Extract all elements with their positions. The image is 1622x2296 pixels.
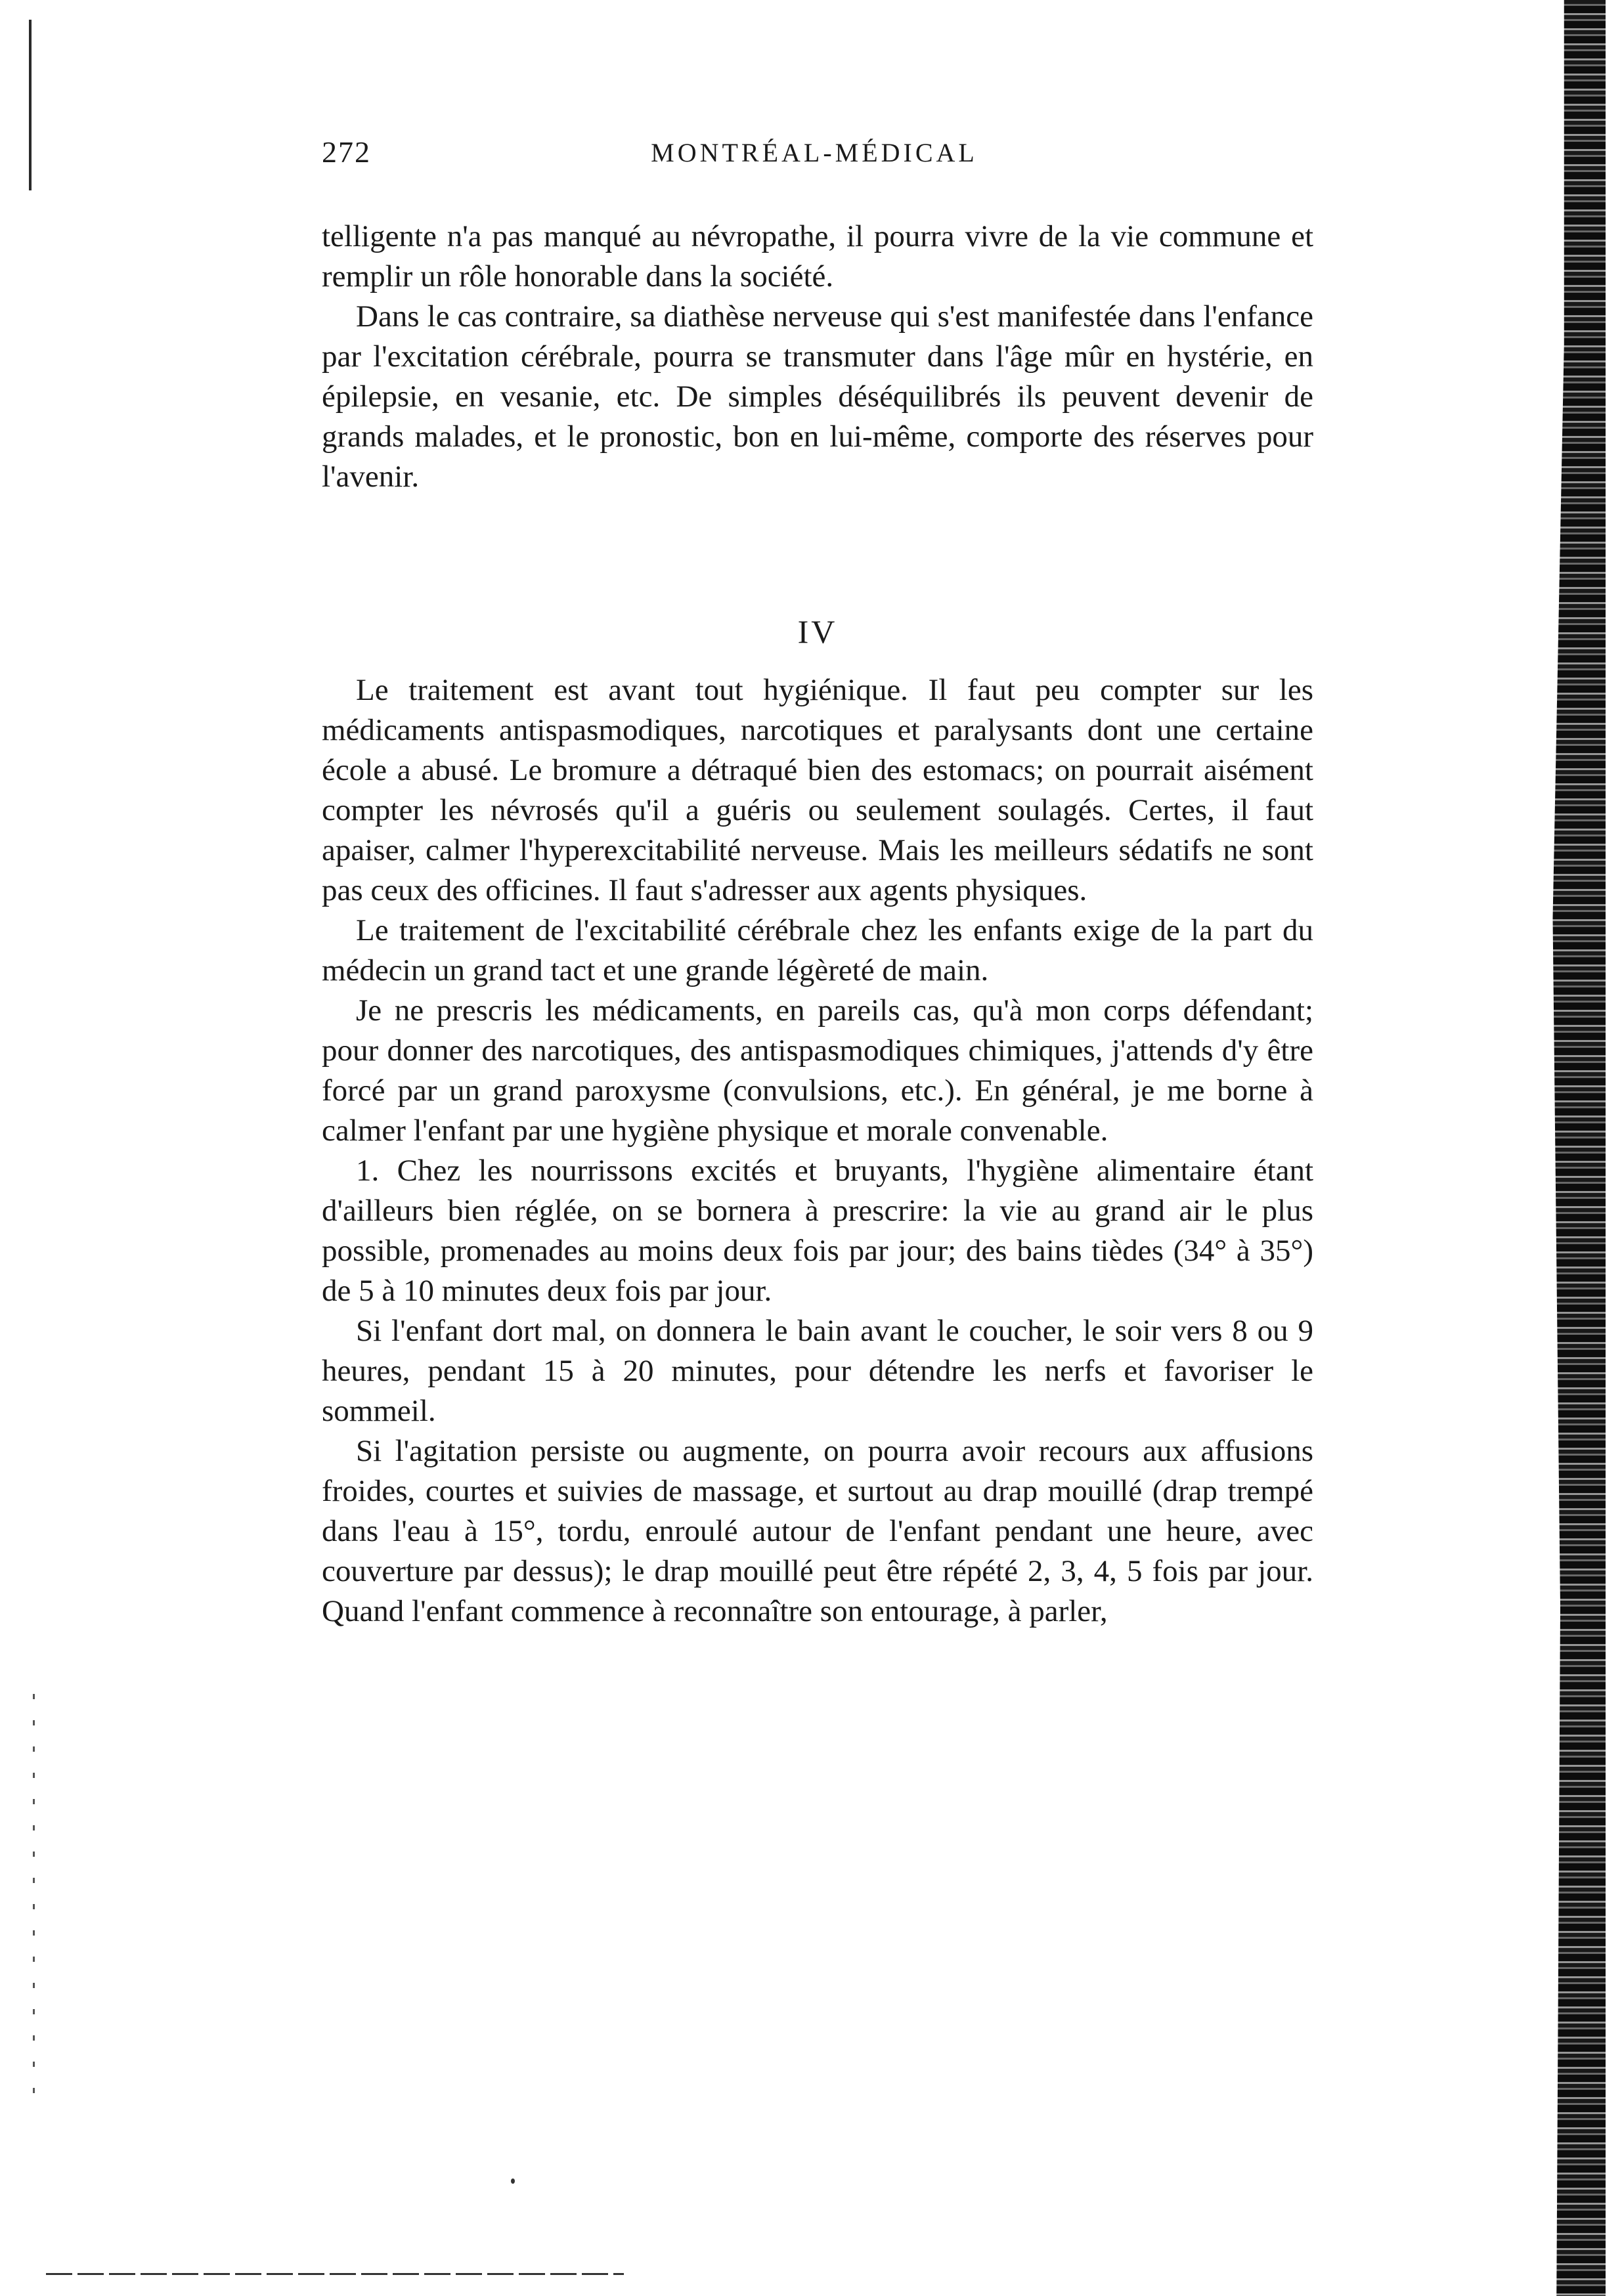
paragraph: Je ne prescris les médicaments, en pareils cas, qu'à mon corps défendant; pour donner des narcotiques, des antispasmodiques chimiques, j'attends d'y être forcé par un grand paroxysme (convulsions, etc.). En général, je me borne à calmer l'enfant par une hygiène physique et morale convenable. (322, 993, 1313, 1148)
running-title: MONTRÉAL-MÉDICAL (651, 138, 978, 167)
paragraph: Si l'enfant dort mal, on donnera le bain avant le coucher, le soir vers 8 ou 9 heures, pendant 15 à 20 minutes, pour détendre les nerfs et favoriser le sommeil. (322, 1314, 1313, 1428)
scan-margin-dots (33, 1694, 35, 2114)
scan-speck (511, 2178, 515, 2184)
page-number: 272 (322, 135, 371, 169)
running-head (322, 135, 1307, 174)
paragraph: telligente n'a pas manqué au névropathe, il pourra vivre de la vie commune et remplir un rôle honorable dans la société. (322, 219, 1313, 293)
paragraph: Le traitement est avant tout hygiénique. Il faut peu compter sur les médicaments antispasmodiques, narcotiques et paralysants dont une certaine école a abusé. Le bromure a détraqué bien des estomacs; on pourrait aisément compter les névrosés qu'il a guéris ou seulement soulagés. Certes, il faut apaiser, calmer l'hyperexcitabilité nerveuse. Mais les meilleurs sédatifs ne sont pas ceux des officines. Il faut s'adresser aux agents physiques. (322, 673, 1313, 907)
text-block-after-section (322, 670, 1313, 1632)
scan-margin-rule (29, 20, 32, 190)
text-block-before-section (322, 217, 1313, 497)
paragraph: Si l'agitation persiste ou augmente, on pourra avoir recours aux affusions froides, courtes et suivies de massage, et surtout au drap mouillé (drap trempé dans l'eau à 15°, tordu, enroulé autour de l'enfant pendant une heure, avec couverture par dessus); le drap mouillé peut être répété 2, 3, 4, 5 fois par jour. Quand l'enfant commence à reconnaître son entourage, à parler, (322, 1434, 1313, 1628)
scan-bottom-rule (46, 2273, 624, 2275)
paragraph: 1. Chez les nourrissons excités et bruyants, l'hygiène alimentaire étant d'ailleurs bien réglée, on se bornera à prescrire: la vie au grand air le plus possible, promenades au moins deux fois par jour; des bains tièdes (34° à 35°) de 5 à 10 minutes deux fois par jour. (322, 1154, 1313, 1308)
paragraph: Le traitement de l'excitabilité cérébrale chez les enfants exige de la part du médecin un grand tact et une grande légèreté de main. (322, 913, 1313, 987)
paragraph: Dans le cas contraire, sa diathèse nerveuse qui s'est manifestée dans l'enfance par l'excitation cérébrale, pourra se transmuter dans l'âge mûr en hystérie, en épilepsie, en vesanie, etc. De simples déséquilibrés ils peuvent devenir de grands malades, et le pronostic, bon en lui-même, comporte des réserves pour l'avenir. (322, 299, 1313, 494)
section-heading: IV (797, 613, 838, 650)
scan-binding-edge (1530, 0, 1606, 2296)
